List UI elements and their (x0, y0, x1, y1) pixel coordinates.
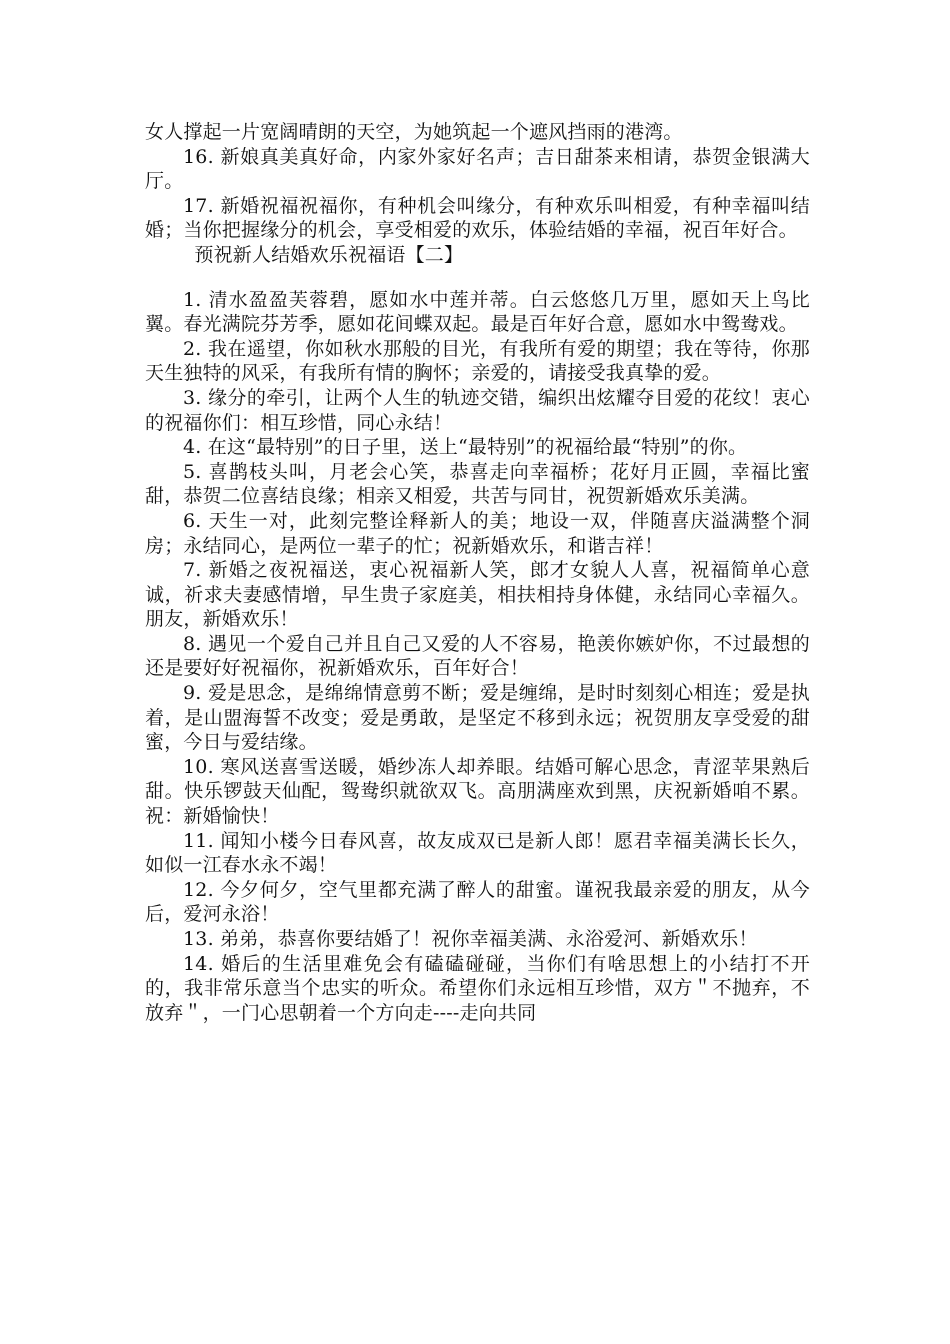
section-heading: 预祝新人结婚欢乐祝福语【二】 (194, 243, 464, 266)
paragraph-item-4: 4. 在这“最特别”的日子里，送上“最特别”的祝福给最“特别”的你。 (183, 436, 748, 459)
paragraph-item-17: 17. 新婚祝福祝福你，有种机会叫缘分，有种欢乐叫相爱，有种幸福叫结婚；当你把握缘分的机会，享受相爱的欢乐，体验结婚的幸福，祝百年好合。 (145, 194, 810, 242)
paragraph-item-1: 1. 清水盈盈芙蓉碧，愿如水中莲并蒂。白云悠悠几万里，愿如天上鸟比翼。春光满院芬芳季，愿如花间蝶双起。最是百年好合意，愿如水中鸳鸯戏。 (145, 288, 810, 336)
document-page (145, 120, 810, 1025)
paragraph-item-3: 3. 缘分的牵引，让两个人生的轨迹交错，编织出炫耀夺目爱的花纹！衷心的祝福你们：相互珍惜，同心永结！ (145, 386, 810, 434)
paragraph-item-7: 7. 新婚之夜祝福送，衷心祝福新人笑，郎才女貌人人喜，祝福简单心意诚，祈求夫妻感情增，早生贵子家庭美，相扶相持身体健，永结同心幸福久。朋友，新婚欢乐！ (145, 559, 810, 631)
paragraph-item-11: 11. 闻知小楼今日春风喜，故友成双已是新人郎！愿君幸福美满长长久，如似一江春水永不竭！ (145, 829, 810, 877)
paragraph-item-12: 12. 今夕何夕，空气里都充满了醉人的甜蜜。谨祝我最亲爱的朋友，从今后，爱河永浴！ (145, 878, 810, 926)
paragraph-item-8: 8. 遇见一个爱自己并且自己又爱的人不容易，艳羡你嫉妒你，不过最想的还是要好好祝福你，祝新婚欢乐，百年好合！ (145, 632, 810, 680)
paragraph-item-13: 13. 弟弟，恭喜你要结婚了！祝你幸福美满、永浴爱河、新婚欢乐！ (183, 928, 758, 950)
paragraph-item-16: 16. 新娘真美真好命，内家外家好名声；吉日甜茶来相请，恭贺金银满大厅。 (145, 145, 810, 193)
paragraph-item-5: 5. 喜鹊枝头叫，月老会心笑，恭喜走向幸福桥；花好月正圆，幸福比蜜甜，恭贺二位喜结良缘；相亲又相爱，共苦与同甘，祝贺新婚欢乐美满。 (145, 460, 810, 508)
paragraph-item-9: 9. 爱是思念，是绵绵情意剪不断；爱是缠绵，是时时刻刻心相连；爱是执着，是山盟海誓不改变；爱是勇敢，是坚定不移到永远；祝贺朋友享受爱的甜蜜，今日与爱结缘。 (145, 682, 810, 754)
paragraph-continuation: 女人撑起一片宽阔晴朗的天空，为她筑起一个遮风挡雨的港湾。 (145, 121, 683, 143)
paragraph-item-10: 10. 寒风送喜雪送暖，婚纱冻人却养眼。结婚可解心思念，青涩苹果熟后甜。快乐锣鼓天仙配，鸳鸯织就欲双飞。高朋满座欢到黑，庆祝新婚咱不累。祝：新婚愉快！ (145, 755, 810, 828)
paragraph-item-6: 6. 天生一对，此刻完整诠释新人的美；地设一双，伴随喜庆溢满整个洞房；永结同心，是两位一辈子的忙；祝新婚欢乐，和谐吉祥！ (145, 509, 810, 557)
paragraph-item-14: 14. 婚后的生活里难免会有磕磕碰碰，当你们有啥思想上的小结打不开的，我非常乐意当个忠实的听众。希望你们永远相互珍惜，双方＂不抛弃，不放弃＂，一门心思朝着一个方向走----走向共同 (145, 952, 810, 1024)
paragraph-item-2: 2. 我在遥望，你如秋水那般的目光，有我所有爱的期望；我在等待，你那天生独特的风采，有我所有情的胸怀；亲爱的，请接受我真挚的爱。 (145, 337, 810, 385)
